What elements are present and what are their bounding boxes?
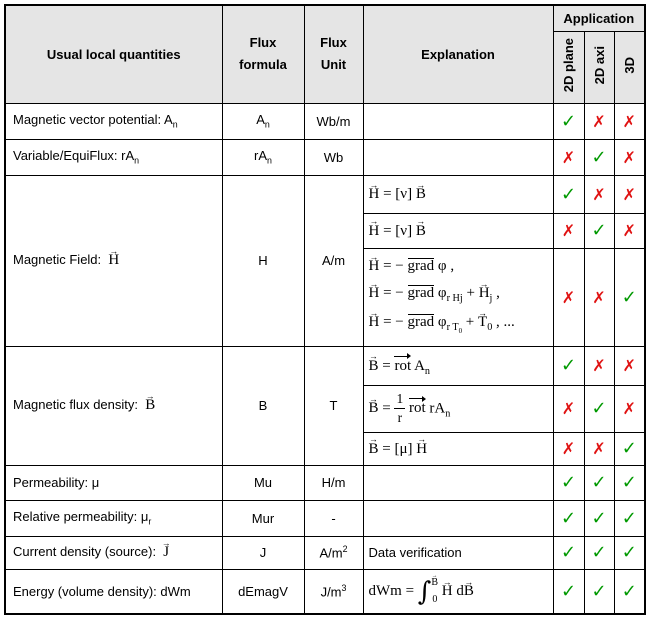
quantity-cell: Current density (source): J → [5,536,222,569]
mark-3d: ✗ [614,346,645,385]
row-magnetic-vector-potential [5,103,645,139]
mark-2d-axi: ✗ [584,248,614,346]
mark-2d-axi: ✓ [584,139,614,175]
mark-2d-plane: ✓ [553,346,584,385]
mark-2d-plane: ✗ [553,385,584,432]
mark-3d: ✓ [614,536,645,569]
flux-formula-cell: $rA_n$ [222,139,304,175]
mark-3d: ✓ [614,248,645,346]
explanation-cell: H → = − grad φ , H → = − grad $\varphi_{r Hj} + H \to_j$ , H → = − grad $\varphi_{r T_0} + T \to_0$ , ... [363,248,553,346]
mark-2d-axi: ✗ [584,432,614,465]
flux-unit-cell: T [304,346,363,465]
flux-unit-cell: Wb/m [304,103,363,139]
flux-formula-cell: B [222,346,304,465]
explanation-cell: B → = $\frac{1}{r}$ rot $rA_n$ [363,385,553,432]
2d-axi-label: 2D axi [591,46,607,85]
column-header-flux-unit [304,5,363,103]
mark-2d-plane: ✓ [553,103,584,139]
column-header-2d-plane [553,31,584,103]
mark-2d-plane: ✗ [553,139,584,175]
flux-formula-cell: Mur [222,500,304,536]
quantity-cell: Relative permeability: $\mu_r$ [5,500,222,536]
mark-3d: ✗ [614,213,645,248]
explanation-cell [363,103,553,139]
mark-3d: ✓ [614,432,645,465]
quantity-cell: Variable/EquiFlux: $rA_n$ [5,139,222,175]
column-header-2d-axi [584,31,614,103]
explanation-cell: H → = [ν] B → [363,175,553,213]
mark-2d-plane: ✓ [553,500,584,536]
mark-2d-axi: ✓ [584,213,614,248]
header-row-top [5,5,645,31]
row-permeability [5,465,645,500]
row-magnetic-field-1 [5,175,645,213]
mark-3d: ✓ [614,500,645,536]
mark-3d: ✗ [614,175,645,213]
explanation-cell [363,139,553,175]
mark-2d-axi: ✗ [584,103,614,139]
mark-2d-plane: ✗ [553,213,584,248]
mark-2d-axi: ✓ [584,465,614,500]
flux-formula-cell: J [222,536,304,569]
row-energy-volume-density [5,569,645,614]
quantities-table [4,4,646,615]
flux-unit-cell: $A/m^2$ [304,536,363,569]
column-header-3d [614,31,645,103]
explanation-cell: H → = [ν] B → [363,213,553,248]
flux-unit-cell: $J/m^3$ [304,569,363,614]
quantity-cell: Permeability: μ [5,465,222,500]
quantity-cell: Magnetic flux density: B → [5,346,222,465]
explanation-cell: B → = rot $A_n$ [363,346,553,385]
mark-2d-plane: ✓ [553,569,584,614]
column-header-flux-formula [222,5,304,103]
flux-formula-line1: Flux [249,35,277,51]
mark-3d: ✗ [614,385,645,432]
flux-unit-cell: Wb [304,139,363,175]
mark-2d-axi: ✓ [584,569,614,614]
mark-2d-plane: ✓ [553,175,584,213]
mark-2d-plane: ✗ [553,248,584,346]
flux-unit-line2: Unit [320,57,347,73]
row-relative-permeability [5,500,645,536]
explanation-cell: Data verification [363,536,553,569]
flux-unit-line1: Flux [320,35,347,51]
column-header-application: Application [553,5,645,31]
flux-formula-cell: $A_n$ [222,103,304,139]
flux-formula-cell: Mu [222,465,304,500]
row-magnetic-flux-density-1 [5,346,645,385]
row-current-density [5,536,645,569]
mark-2d-plane: ✓ [553,465,584,500]
mark-3d: ✓ [614,465,645,500]
column-header-explanation: Explanation [363,5,553,103]
3d-label: 3D [621,57,637,74]
quantity-cell: Magnetic Field: H → [5,175,222,346]
mark-2d-plane: ✓ [553,536,584,569]
quantity-cell: Magnetic vector potential: $A_n$ [5,103,222,139]
explanation-cell: B → = [μ] H → [363,432,553,465]
mark-3d: ✗ [614,103,645,139]
mark-2d-axi: ✓ [584,500,614,536]
row-variable-equiflux [5,139,645,175]
flux-unit-cell: - [304,500,363,536]
mark-3d: ✓ [614,569,645,614]
2d-plane-label: 2D plane [561,38,576,93]
mark-2d-axi: ✗ [584,175,614,213]
column-header-quantities: Usual local quantities [5,5,222,103]
mark-2d-axi: ✓ [584,385,614,432]
explanation-cell: dWm = ∫ B → 0 H → dB → [363,569,553,614]
quantity-cell: Energy (volume density): dWm [5,569,222,614]
explanation-cell [363,500,553,536]
mark-2d-plane: ✗ [553,432,584,465]
flux-formula-cell: H [222,175,304,346]
flux-unit-cell: A/m [304,175,363,346]
flux-formula-line2: formula [239,57,287,73]
flux-formula-cell: dEmagV [222,569,304,614]
mark-2d-axi: ✗ [584,346,614,385]
explanation-cell [363,465,553,500]
flux-unit-cell: H/m [304,465,363,500]
mark-2d-axi: ✓ [584,536,614,569]
mark-3d: ✗ [614,139,645,175]
